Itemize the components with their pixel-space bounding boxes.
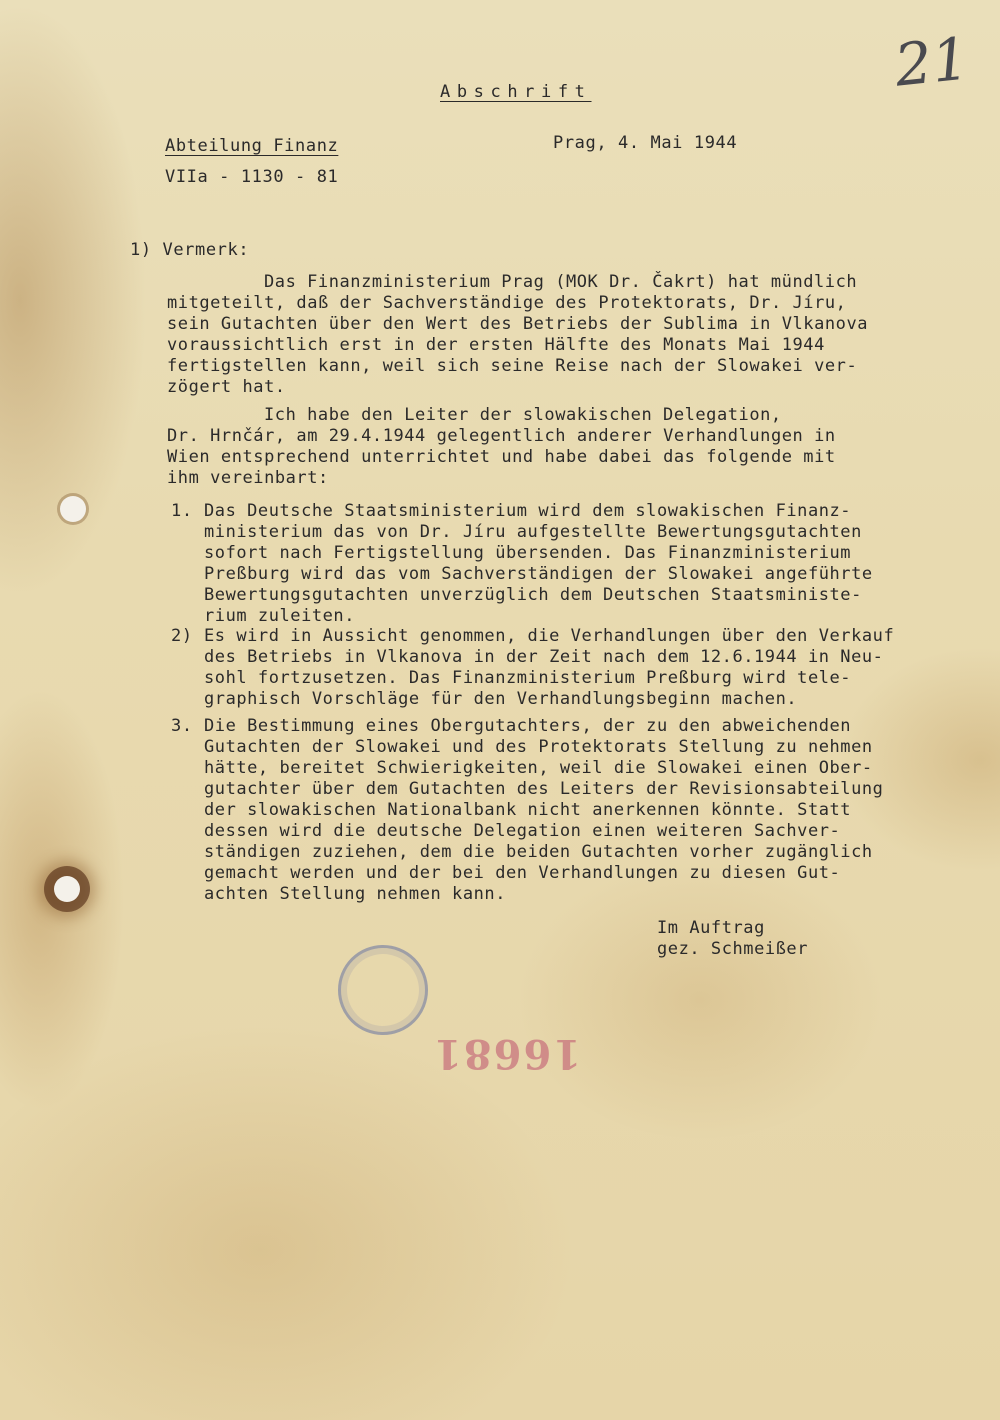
item-2-line: Es wird in Aussicht genommen, die Verhandlungen über den Verkauf: [204, 626, 895, 646]
paragraph-2: [167, 405, 836, 489]
item-3-line: der slowakischen Nationalbank nicht anerkennen könnte. Statt: [204, 800, 852, 820]
paragraph-2-line: Wien entsprechend unterrichtet und habe dabei das folgende mit: [167, 447, 836, 467]
paragraph-2-line: ihm vereinbart:: [167, 468, 329, 488]
item-3-line: hätte, bereitet Schwierigkeiten, weil die Slowakei einen Ober-: [204, 758, 873, 778]
item-1-number: 1.: [171, 501, 193, 521]
item-1-line: ministerium das von Dr. Jíru aufgestellte Bewertungsgutachten: [204, 522, 862, 542]
handwritten-page-number: 21: [891, 24, 973, 100]
item-1-line: Bewertungsgutachten unverzüglich dem Deutschen Staatsministe-: [204, 585, 862, 605]
place-date: Prag, 4. Mai 1944: [553, 133, 738, 153]
item-3-line: Die Bestimmung eines Obergutachters, der zu den abweichenden: [204, 716, 852, 736]
item-2-line: sohl fortzusetzen. Das Finanzministerium Preßburg wird tele-: [204, 668, 852, 688]
paragraph-1-line: sein Gutachten über den Wert des Betriebs der Sublima in Vlkanova: [167, 314, 869, 334]
item-2-number: 2): [171, 626, 193, 646]
paragraph-1: [167, 272, 868, 398]
paragraph-1-line: zögert hat.: [167, 377, 286, 397]
paragraph-1-line: mitgeteilt, daß der Sachverständige des Protektorats, Dr. Jíru,: [167, 293, 847, 313]
department-heading: Abteilung Finanz: [165, 136, 339, 156]
reference-number: VIIa - 1130 - 81: [165, 167, 339, 187]
item-1-text: [204, 501, 873, 627]
section-label: 1) Vermerk:: [130, 240, 250, 260]
item-3-line: gemacht werden und der bei den Verhandlungen zu diesen Gut-: [204, 863, 841, 883]
item-3-number: 3.: [171, 716, 193, 736]
paragraph-1-line: fertigstellen kann, weil sich seine Reise nach der Slowakei ver-: [167, 356, 858, 376]
item-2-text: [204, 626, 894, 710]
item-3-line: gutachter über dem Gutachten des Leiters der Revisionsabteilung: [204, 779, 884, 799]
item-3-text: [204, 716, 883, 905]
item-3-line: Gutachten der Slowakei und des Protektorats Stellung zu nehmen: [204, 737, 873, 757]
document-title: Abschrift: [440, 82, 592, 102]
paragraph-1-line: voraussichtlich erst in der ersten Hälfte des Monats Mai 1944: [167, 335, 825, 355]
round-stamp-seal: [338, 945, 428, 1035]
item-3-line: achten Stellung nehmen kann.: [204, 884, 506, 904]
item-3-line: dessen wird die deutsche Delegation einen weiteren Sachver-: [204, 821, 841, 841]
item-1-line: sofort nach Fertigstellung übersenden. Das Finanzministerium: [204, 543, 852, 563]
item-1-line: Das Deutsche Staatsministerium wird dem slowakischen Finanz-: [204, 501, 852, 521]
item-1-line: rium zuleiten.: [204, 606, 355, 626]
signature-block: [657, 918, 808, 960]
signature-line: Im Auftrag: [657, 918, 765, 938]
paragraph-2-line: Ich habe den Leiter der slowakischen Delegation,: [264, 405, 782, 425]
punch-hole-lower: [54, 876, 80, 902]
punch-hole-upper: [60, 496, 86, 522]
item-2-line: graphisch Vorschläge für den Verhandlungsbeginn machen.: [204, 689, 798, 709]
paragraph-1-line: Das Finanzministerium Prag (MOK Dr. Čakrt) hat mündlich: [264, 272, 858, 292]
stamp-number: 16681: [432, 1030, 582, 1077]
paragraph-2-line: Dr. Hrnčár, am 29.4.1944 gelegentlich anderer Verhandlungen in: [167, 426, 836, 446]
signature-line: gez. Schmeißer: [657, 939, 808, 959]
item-3-line: ständigen zuziehen, dem die beiden Gutachten vorher zugänglich: [204, 842, 873, 862]
item-2-line: des Betriebs in Vlkanova in der Zeit nach dem 12.6.1944 in Neu-: [204, 647, 884, 667]
item-1-line: Preßburg wird das vom Sachverständigen der Slowakei angeführte: [204, 564, 873, 584]
